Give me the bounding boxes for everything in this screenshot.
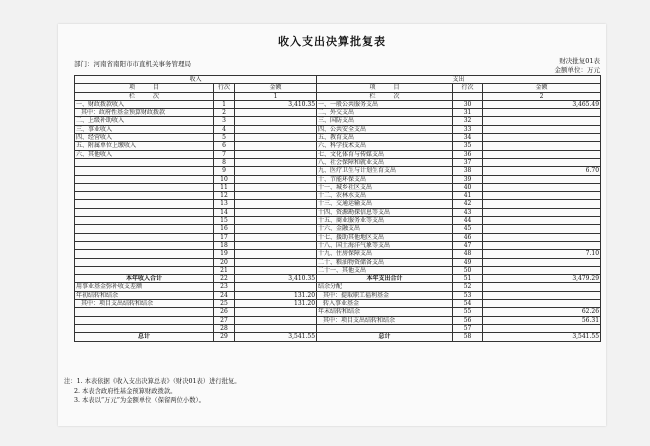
expense-item-label: 二十一、其他支出 [317,266,453,274]
expense-line-number: 55 [453,308,483,316]
expense-line-number: 47 [453,241,483,249]
income-item-label [75,167,214,175]
income-item-label [75,200,214,208]
income-item-label: 一、财政拨款收入 [75,100,214,108]
expense-item-label: 十八、国土海洋气象等支出 [317,241,453,249]
income-amount [235,125,317,133]
income-amount [235,142,317,150]
table-row [75,134,601,142]
expense-line-number: 39 [453,175,483,183]
header-row-columns [75,84,601,92]
income-item-label: 其中：政府性基金预算财政拨款 [75,109,214,117]
expense-amount [483,241,601,249]
income-line-number: 2 [214,109,235,117]
expense-item-label: 转入事业基金 [317,300,453,308]
expense-line-header: 行次 [453,84,483,92]
income-amount [235,150,317,158]
expense-amount [483,142,601,150]
table-row [75,109,601,117]
income-amount [235,208,317,216]
expense-line-number: 35 [453,142,483,150]
expense-amount [483,225,601,233]
table-row [75,142,601,150]
income-item-label: 年初结转和结余 [75,291,214,299]
income-amount [235,158,317,166]
expense-item-label: 十四、资源勘探信息等支出 [317,208,453,216]
final-accounts-table [74,75,601,342]
expense-line-number: 51 [453,275,483,283]
income-item-label: 本年收入合计 [75,275,214,283]
income-line-header: 行次 [214,84,235,92]
expense-column-label: 栏 次 [317,92,453,100]
income-line-number: 29 [214,333,235,341]
income-column-number: 1 [235,92,317,100]
income-amount [235,324,317,332]
income-line-number: 15 [214,217,235,225]
expense-item-label: 二、外交支出 [317,109,453,117]
table-row [75,291,601,299]
expense-item-label: 一、一般公共服务支出 [317,100,453,108]
expense-line-number: 31 [453,109,483,117]
income-amount: 3,410.35 [235,275,317,283]
income-item-label [75,308,214,316]
table-row [75,324,601,332]
expense-line-number: 50 [453,266,483,274]
table-row [75,150,601,158]
note-1: 注：1. 本表依据《收入支出决算总表》（财决01表）进行批复。 [64,378,241,385]
income-item-label: 其中：项目支出结转和结余 [75,300,214,308]
income-amount [235,258,317,266]
income-item-label: 五、附属单位上缴收入 [75,142,214,150]
income-amount [235,109,317,117]
expense-amount [483,300,601,308]
note-2: 2. 本表含政府性基金预算财政拨款。 [74,387,177,395]
expense-line-number: 36 [453,150,483,158]
income-item-label: 三、事业收入 [75,125,214,133]
expense-section-header: 支出 [317,76,601,84]
expense-amount [483,217,601,225]
income-line-number: 18 [214,241,235,249]
income-item-label [75,158,214,166]
table-row [75,175,601,183]
expense-amount: 7.10 [483,250,601,258]
expense-item-label: 五、教育支出 [317,134,453,142]
income-item-label [75,192,214,200]
income-amount-header: 金额 [235,84,317,92]
expense-item-label: 其中：提取职工福利基金 [317,291,453,299]
income-item-label [75,241,214,249]
page-title: 收入支出决算批复表 [278,35,386,48]
income-line-number: 8 [214,158,235,166]
income-line-number: 1 [214,100,235,108]
table-row [75,300,601,308]
income-amount [235,175,317,183]
expense-amount [483,158,601,166]
income-line-number: 3 [214,117,235,125]
expense-amount [483,175,601,183]
table-row [75,241,601,249]
table-row [75,192,601,200]
income-amount [235,225,317,233]
expense-line-number: 42 [453,200,483,208]
income-amount [235,308,317,316]
income-amount [235,316,317,324]
expense-line-number: 33 [453,125,483,133]
expense-line-number: 57 [453,324,483,332]
header-row-section [75,76,601,84]
table-row [75,225,601,233]
table-row [75,208,601,216]
expense-amount [483,109,601,117]
income-amount: 3,410.35 [235,100,317,108]
table-row [75,283,601,291]
income-line-number: 13 [214,200,235,208]
notes [64,377,241,406]
expense-line-number: 37 [453,158,483,166]
income-item-label [75,217,214,225]
note-3: 3. 本表以“万元”为金额单位（保留两位小数）。 [74,397,205,404]
expense-amount [483,150,601,158]
income-amount [235,117,317,125]
expense-amount [483,324,601,332]
income-line-number: 25 [214,300,235,308]
expense-line-number: 52 [453,283,483,291]
income-line-number: 12 [214,192,235,200]
expense-line-number: 32 [453,117,483,125]
income-item-label [75,208,214,216]
expense-item-label: 十一、城乡社区支出 [317,183,453,191]
expense-line-number: 45 [453,225,483,233]
income-line-number: 16 [214,225,235,233]
income-line-number: 10 [214,175,235,183]
income-amount [235,241,317,249]
expense-item-label: 其中：项目支出结转和结余 [317,316,453,324]
expense-amount: 3,541.55 [483,333,601,341]
income-line-number: 26 [214,308,235,316]
department-label: 部门：河南省南阳市市直机关事务管理局 [74,60,191,68]
expense-item-label: 七、文化体育与传媒支出 [317,150,453,158]
income-line-number: 14 [214,208,235,216]
expense-amount [483,208,601,216]
expense-item-label: 本年支出合计 [317,275,453,283]
income-item-label: 四、经营收入 [75,134,214,142]
expense-item-label: 十三、交通运输支出 [317,200,453,208]
income-line-number: 7 [214,150,235,158]
income-amount [235,250,317,258]
income-line-number: 4 [214,125,235,133]
table-row [75,258,601,266]
table-row [75,100,601,108]
expense-item-label: 年末结转和结余 [317,308,453,316]
income-line-number: 19 [214,250,235,258]
expense-line-number: 49 [453,258,483,266]
income-amount [235,192,317,200]
expense-item-label: 四、公共安全支出 [317,125,453,133]
expense-amount [483,192,601,200]
income-line-blank [214,92,235,100]
income-column-label: 栏 次 [75,92,214,100]
header-row-column-numbers [75,92,601,100]
income-item-label [75,250,214,258]
table-row [75,117,601,125]
income-amount [235,283,317,291]
income-line-number: 27 [214,316,235,324]
expense-item-label: 九、医疗卫生与计划生育支出 [317,167,453,175]
expense-line-number: 44 [453,217,483,225]
expense-item-label: 结余分配 [317,283,453,291]
expense-item-label: 十五、商业服务业等支出 [317,217,453,225]
income-amount [235,217,317,225]
income-amount [235,134,317,142]
table-row [75,217,601,225]
income-amount [235,233,317,241]
income-item-header: 项 目 [75,84,214,92]
income-item-label [75,183,214,191]
expense-item-label: 六、科学技术支出 [317,142,453,150]
expense-amount [483,183,601,191]
income-section-header: 收入 [75,76,317,84]
expense-amount [483,283,601,291]
table-row [75,158,601,166]
expense-amount [483,117,601,125]
income-amount: 131.20 [235,291,317,299]
expense-line-number: 41 [453,192,483,200]
expense-item-label: 二十、粮油物资储备支出 [317,258,453,266]
expense-item-label: 十二、农林水支出 [317,192,453,200]
income-line-number: 20 [214,258,235,266]
expense-line-blank [453,92,483,100]
expense-line-number: 58 [453,333,483,341]
expense-item-label: 十九、住房保障支出 [317,250,453,258]
table-row [75,250,601,258]
income-item-label [75,316,214,324]
expense-amount: 3,465.49 [483,100,601,108]
table-row [75,275,601,283]
income-amount: 3,541.55 [235,333,317,341]
income-item-label [75,258,214,266]
expense-line-number: 43 [453,208,483,216]
income-amount [235,183,317,191]
table-row [75,266,601,274]
expense-item-header: 项 目 [317,84,453,92]
expense-amount [483,291,601,299]
income-line-number: 6 [214,142,235,150]
expense-item-label: 总计 [317,333,453,341]
table-row [75,316,601,324]
expense-item-label: 十、节能环保支出 [317,175,453,183]
income-line-number: 5 [214,134,235,142]
table-body [75,76,601,342]
table-row [75,333,601,341]
expense-amount-header: 金额 [483,84,601,92]
income-item-label: 用事业基金弥补收支差额 [75,283,214,291]
income-amount [235,167,317,175]
expense-item-label: 十七、援助其他地区支出 [317,233,453,241]
expense-item-label [317,324,453,332]
expense-line-number: 48 [453,250,483,258]
income-item-label [75,324,214,332]
income-item-label: 六、其他收入 [75,150,214,158]
table-row [75,125,601,133]
income-line-number: 23 [214,283,235,291]
expense-amount [483,266,601,274]
expense-line-number: 38 [453,167,483,175]
income-amount: 131.20 [235,300,317,308]
expense-item-label: 八、社会保障和就业支出 [317,158,453,166]
expense-item-label: 三、国防支出 [317,117,453,125]
income-line-number: 21 [214,266,235,274]
income-item-label [75,266,214,274]
income-line-number: 28 [214,324,235,332]
expense-line-number: 53 [453,291,483,299]
form-info [555,57,601,74]
expense-line-number: 34 [453,134,483,142]
income-item-label: 总计 [75,333,214,341]
form-number: 财决批复01表 [559,57,600,65]
expense-line-number: 40 [453,183,483,191]
income-line-number: 22 [214,275,235,283]
expense-line-number: 56 [453,316,483,324]
expense-amount [483,200,601,208]
expense-amount [483,233,601,241]
table-row [75,183,601,191]
document-page [58,24,606,426]
expense-amount [483,134,601,142]
expense-line-number: 46 [453,233,483,241]
expense-item-label: 十六、金融支出 [317,225,453,233]
income-line-number: 9 [214,167,235,175]
expense-line-number: 30 [453,100,483,108]
amount-unit: 金额单位：万元 [554,65,600,74]
expense-amount: 6.70 [483,167,601,175]
income-amount [235,266,317,274]
income-item-label [75,175,214,183]
expense-amount: 3,479.29 [483,275,601,283]
income-item-label: 二、上级补助收入 [75,117,214,125]
income-line-number: 11 [214,183,235,191]
expense-line-number: 54 [453,300,483,308]
expense-column-number: 2 [483,92,601,100]
income-line-number: 17 [214,233,235,241]
table-row [75,167,601,175]
table-row [75,200,601,208]
expense-amount [483,125,601,133]
income-amount [235,200,317,208]
income-item-label [75,233,214,241]
table-row [75,308,601,316]
expense-amount: 62.26 [483,308,601,316]
income-item-label [75,225,214,233]
expense-amount [483,258,601,266]
table-row [75,233,601,241]
income-line-number: 24 [214,291,235,299]
expense-amount: 56.31 [483,316,601,324]
